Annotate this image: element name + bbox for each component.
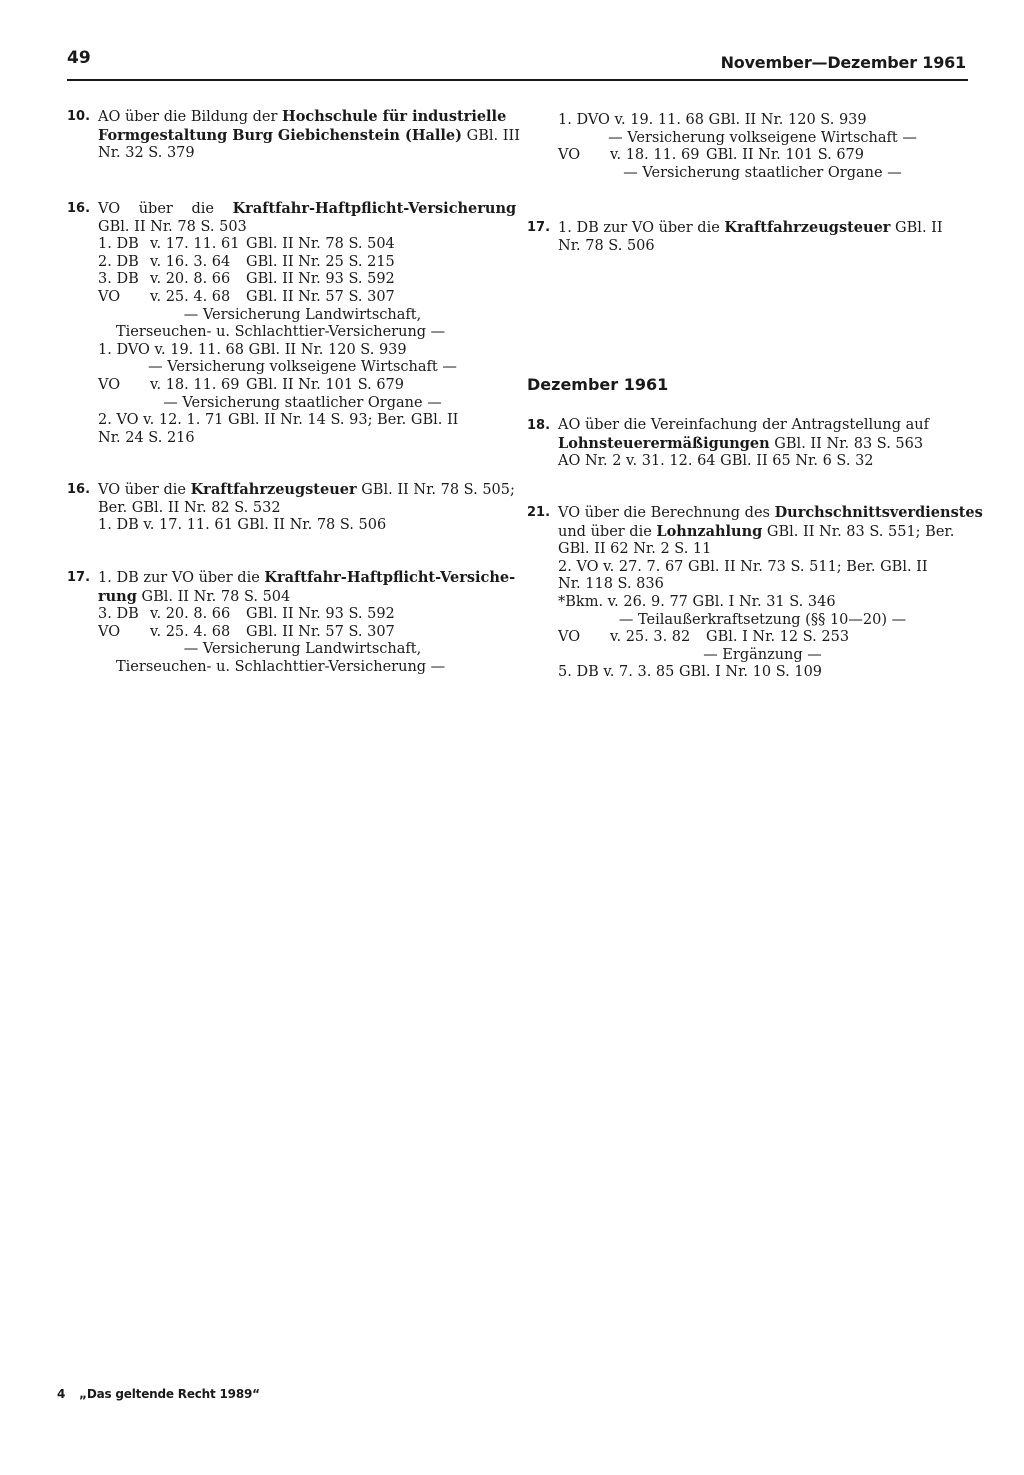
entry-10 <box>67 108 520 163</box>
entry-16a-continued <box>527 112 967 182</box>
entry-number: 16. <box>67 201 91 216</box>
table-row: 1. DB v. 17. 11. 61 GBl. II Nr. 78 S. 504 <box>98 236 395 253</box>
header-rule <box>67 79 968 81</box>
entry-note: — Ergänzung — <box>703 646 822 663</box>
table-row: VO v. 25. 4. 68 GBl. II Nr. 57 S. 307 <box>98 288 395 305</box>
entry-note: — Versicherung Landwirtschaft, <box>183 641 422 658</box>
entry-number: 10. <box>67 109 91 124</box>
entry-text: GBl. III <box>462 127 520 144</box>
entry-text: Nr. 24 S. 216 <box>98 429 195 446</box>
entry-21 <box>527 504 983 682</box>
entry-bold-text: Kraftfahrzeugsteuer <box>724 219 891 236</box>
entry-note: — Versicherung volkseigene Wirtschaft — <box>608 129 917 146</box>
table-row: VO v. 25. 4. 68 GBl. II Nr. 57 S. 307 <box>98 623 395 640</box>
entry-17a <box>67 569 516 677</box>
entry-bold-text: Hochschule für industrielle <box>282 108 507 125</box>
entry-text: GBl. II 62 Nr. 2 S. 11 <box>558 541 712 558</box>
entry-bold-text: Lohnsteuerermäßigungen <box>558 434 770 452</box>
entry-text: GBl. II Nr. 83 S. 563 <box>769 435 924 452</box>
entry-number: 16. <box>67 482 91 497</box>
entry-text: GBl. II Nr. 78 S. 505; <box>356 482 515 498</box>
entry-text: Nr. 78 S. 506 <box>558 237 655 254</box>
entry-17b <box>527 219 967 255</box>
entry-text: 1. DB zur VO über die <box>558 220 725 236</box>
page-number: 49 <box>67 48 91 68</box>
entry-note: — Teilaußerkraftsetzung (§§ 10—20) — <box>618 611 907 628</box>
entry-bold-text: Lohnzahlung <box>656 522 763 540</box>
footer-page-number: 4 <box>57 1387 66 1401</box>
entry-bold-text: Durchschnittsverdienstes <box>774 504 983 521</box>
entry-text: Ber. GBl. II Nr. 82 S. 532 <box>98 499 281 516</box>
entry-text: AO Nr. 2 v. 31. 12. 64 GBl. II 65 Nr. 6 S. 32 <box>558 453 874 470</box>
entry-number: 18. <box>527 418 551 433</box>
entry-bold-text: rung <box>98 587 137 605</box>
table-row: VO v. 18. 11. 69 GBl. II Nr. 101 S. 679 <box>98 376 404 393</box>
entry-text: VO über die Berechnung des <box>558 505 775 521</box>
entry-note: — Versicherung Landwirtschaft, <box>183 306 422 323</box>
entry-text: und über die <box>558 523 657 540</box>
entry-text: 2. VO v. 12. 1. 71 GBl. II Nr. 14 S. 93; Ber. GBl. II <box>98 412 459 429</box>
entry-16a <box>67 200 517 447</box>
entry-bold-text: Kraftfahrzeugsteuer <box>190 481 357 498</box>
entry-number: 17. <box>67 570 91 585</box>
entry-text: GBl. II Nr. 83 S. 551; Ber. <box>762 523 955 540</box>
entry-bold-text: Formgestaltung Burg Giebichenstein (Halle) <box>98 126 463 144</box>
entry-16b <box>67 481 515 535</box>
entry-number: 21. <box>527 505 551 520</box>
table-row: 3. DB v. 20. 8. 66 GBl. II Nr. 93 S. 592 <box>98 606 395 623</box>
entry-text: *Bkm. v. 26. 9. 77 GBl. I Nr. 31 S. 346 <box>558 593 836 610</box>
entry-note: Tierseuchen- u. Schlachttier-Versicherung — <box>116 658 446 675</box>
entry-text: 1. DB v. 17. 11. 61 GBl. II Nr. 78 S. 506 <box>98 517 387 534</box>
amendments-table <box>98 606 395 641</box>
entry-text: GBl. II Nr. 78 S. 504 <box>136 588 291 605</box>
footer-text: „Das geltende Recht 1989“ <box>79 1387 260 1401</box>
entry-note: — Versicherung volkseigene Wirtschaft — <box>148 359 457 376</box>
table-row: 3. DB v. 20. 8. 66 GBl. II Nr. 93 S. 592 <box>98 271 395 288</box>
entry-18 <box>527 417 967 471</box>
entry-text: 2. VO v. 27. 7. 67 GBl. II Nr. 73 S. 511; Ber. GBl. II <box>558 558 928 575</box>
entry-bold-text: Kraftfahr-Haftpflicht-Versicherung <box>232 200 517 217</box>
entry-text: 5. DB v. 7. 3. 85 GBl. I Nr. 10 S. 109 <box>558 664 823 681</box>
entry-number: 17. <box>527 220 551 235</box>
table-row: 2. DB v. 16. 3. 64 GBl. II Nr. 25 S. 215 <box>98 253 395 270</box>
entry-text: AO über die Vereinfachung der Antragstellung auf <box>558 417 930 433</box>
table-row: VO v. 25. 3. 82 GBl. I Nr. 12 S. 253 <box>558 629 850 646</box>
entry-text: Nr. 118 S. 836 <box>558 576 664 593</box>
entry-text: VO über die <box>98 201 233 217</box>
amendments-table <box>98 236 395 306</box>
section-title: Dezember 1961 <box>527 375 669 394</box>
entry-note: — Versicherung staatlicher Organe — <box>623 164 902 181</box>
entry-text: 1. DB zur VO über die <box>98 570 265 586</box>
table-row: VO v. 18. 11. 69 GBl. II Nr. 101 S. 679 <box>558 147 864 164</box>
entry-text: GBl. II <box>890 220 943 236</box>
entry-note: — Versicherung staatlicher Organe — <box>163 394 442 411</box>
entry-note: Tierseuchen- u. Schlachttier-Versicherung — <box>116 324 446 341</box>
page-title: November—Dezember 1961 <box>720 53 966 72</box>
entry-text: AO über die Bildung der <box>98 109 283 125</box>
entry-text: GBl. II Nr. 78 S. 503 <box>98 218 247 235</box>
page-footer <box>57 1386 260 1404</box>
entry-bold-text: Kraftfahr-Haftpflicht-Versiche- <box>264 569 516 586</box>
entry-text: 1. DVO v. 19. 11. 68 GBl. II Nr. 120 S. 939 <box>98 341 407 358</box>
entry-text: 1. DVO v. 19. 11. 68 GBl. II Nr. 120 S. 939 <box>558 112 867 128</box>
entry-text: Nr. 32 S. 379 <box>98 145 195 162</box>
entry-text: VO über die <box>98 482 191 498</box>
